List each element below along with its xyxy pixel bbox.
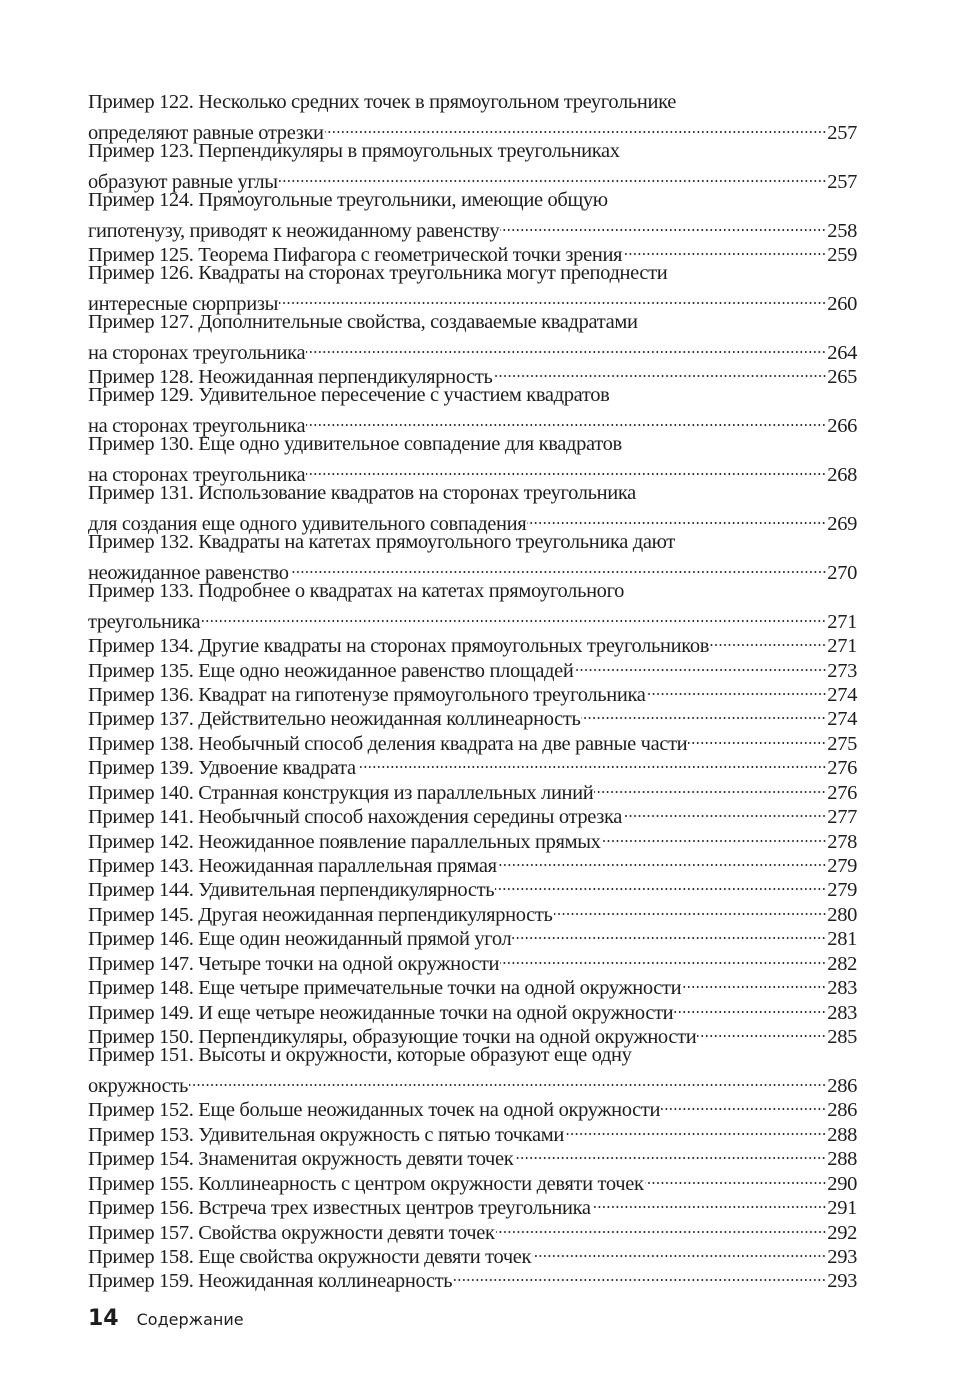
toc-entry[interactable] <box>88 432 857 486</box>
toc-entry[interactable] <box>88 1043 857 1097</box>
dot-leader <box>661 1092 826 1116</box>
toc-entry-page-number: 266 <box>827 415 857 438</box>
dot-leader <box>623 799 826 823</box>
toc-entry-page-number: 276 <box>827 757 857 780</box>
dot-leader <box>279 163 827 187</box>
dot-leader <box>494 359 827 383</box>
toc-entry-line <box>88 90 857 114</box>
toc-entry-last-line <box>88 603 857 633</box>
toc-entry-title: Пример 159. Неожиданная коллинеарность <box>88 1270 453 1293</box>
toc-entry-title: Пример 150. Перпендикуляры, образующие точки на одной окружности <box>88 1026 697 1049</box>
toc-entry-title: для создания еще одного удивительного совпадения <box>88 512 527 535</box>
toc-entry-title: Пример 154. Знаменитая окружность девяти точек <box>88 1148 514 1171</box>
toc-entry-last-line <box>88 628 857 658</box>
toc-entry-line <box>88 188 857 212</box>
toc-entry-last-line <box>88 334 857 364</box>
toc-entry-page-number: 277 <box>827 806 857 829</box>
dot-leader <box>498 848 827 872</box>
toc-entry-title: Пример 149. И еще четыре неожиданные точки на одной окружности <box>88 1001 674 1024</box>
toc-entry-title: Пример 125. Теорема Пифагора с геометрической точки зрения <box>88 244 623 267</box>
toc-entry-page-number: 290 <box>827 1172 857 1195</box>
toc-entry-last-line <box>88 212 857 242</box>
dot-leader <box>453 1263 826 1287</box>
toc-entry-title: Пример 141. Необычный способ нахождения середины отрезка <box>88 806 623 829</box>
toc-entry-title: Пример 122. Несколько средних точек в прямоугольном треугольнике <box>88 91 676 113</box>
toc-entry[interactable] <box>88 1092 857 1122</box>
dot-leader <box>527 505 826 529</box>
toc-entry-page-number: 288 <box>827 1148 857 1171</box>
toc-entry-title: на сторонах треугольника <box>88 464 306 486</box>
toc-entry-page-number: 286 <box>827 1074 857 1097</box>
toc-entry-last-line <box>88 163 857 193</box>
toc-entry-page-number: 293 <box>827 1270 857 1293</box>
toc-entry-title: Пример 139. Удвоение квадрата <box>88 757 356 780</box>
toc-entry-line <box>88 383 857 407</box>
dot-leader <box>647 677 827 701</box>
toc-entry-title: Пример 155. Коллинеарность с центром окружности девяти точек <box>88 1172 644 1195</box>
toc-entry-line <box>88 139 857 163</box>
table-of-contents <box>88 90 857 1293</box>
dot-leader <box>306 334 826 358</box>
toc-entry-page-number: 293 <box>827 1246 857 1268</box>
toc-entry-title: Пример 133. Подробнее о квадратах на катетах прямоугольного <box>88 579 625 602</box>
toc-entry-page-number: 271 <box>827 610 857 633</box>
toc-entry-line <box>88 1043 857 1067</box>
toc-entry-page-number: 282 <box>827 952 857 975</box>
dot-leader <box>306 408 826 432</box>
dot-leader <box>290 554 827 578</box>
toc-entry-title: Пример 156. Встреча трех известных центров треугольника <box>88 1197 591 1220</box>
toc-entry[interactable] <box>88 530 857 584</box>
toc-entry-page-number: 257 <box>827 121 857 144</box>
toc-entry-title: окружность <box>88 1074 188 1097</box>
toc-entry-page-number: 264 <box>827 341 857 364</box>
dot-leader <box>594 774 826 798</box>
dot-leader <box>189 1068 826 1092</box>
toc-entry-title: Пример 135. Еще одно неожиданное равенство площадей <box>88 659 574 682</box>
toc-entry-last-line <box>88 457 857 486</box>
toc-entry-last-line <box>88 286 857 315</box>
running-head: Содержание <box>136 1310 244 1329</box>
dot-leader <box>325 114 827 138</box>
toc-entry-page-number: 283 <box>827 977 857 1000</box>
toc-entry-title: Пример 134. Другие квадраты на сторонах прямоугольных треугольников <box>88 635 710 658</box>
toc-entry-title: интересные сюрпризы <box>88 292 279 315</box>
dot-leader <box>682 970 826 994</box>
toc-entry-title: образуют равные углы <box>88 170 278 193</box>
dot-leader <box>592 1190 827 1214</box>
toc-entry-title: на сторонах треугольника <box>88 341 306 364</box>
toc-entry-title: Пример 136. Квадрат на гипотенузе прямоугольного треугольника <box>88 683 646 706</box>
toc-entry-title: Пример 124. Прямоугольные треугольники, имеющие общую <box>88 188 608 211</box>
toc-entry-page-number: 292 <box>827 1221 857 1244</box>
dot-leader <box>279 286 826 310</box>
dot-leader <box>532 1239 826 1263</box>
toc-entry-title: Пример 129. Удивительное пересечение с участием квадратов <box>88 384 610 407</box>
toc-entry-last-line <box>88 505 857 535</box>
toc-entry-line <box>88 310 857 334</box>
toc-entry-line <box>88 432 857 456</box>
dot-leader <box>512 921 826 945</box>
toc-entry-title: гипотенузу, приводят к неожиданному равенству <box>88 219 500 242</box>
toc-entry-last-line <box>88 408 857 438</box>
dot-leader <box>565 1116 826 1140</box>
toc-entry[interactable] <box>88 261 857 315</box>
toc-entry-title: на сторонах треугольника <box>88 415 306 438</box>
toc-entry-title: Пример 148. Еще четыре примечательные точки на одной окружности <box>88 977 682 1000</box>
toc-entry-last-line <box>88 1068 857 1097</box>
toc-entry[interactable] <box>88 188 857 242</box>
toc-entry-page-number: 276 <box>827 781 857 804</box>
toc-entry-line <box>88 579 857 603</box>
toc-entry-page-number: 285 <box>827 1026 857 1049</box>
toc-entry-page-number: 259 <box>827 244 857 267</box>
toc-entry-title: Пример 157. Свойства окружности девяти точек <box>88 1221 495 1244</box>
toc-entry-title: Пример 151. Высоты и окружности, которые образуют еще одну <box>88 1044 632 1067</box>
toc-entry-title: Пример 130. Еще одно удивительное совпадение для квадратов <box>88 433 622 456</box>
dot-leader <box>575 652 827 676</box>
dot-leader <box>500 212 826 236</box>
toc-entry[interactable] <box>88 310 857 364</box>
toc-entry[interactable] <box>88 628 857 658</box>
toc-entry[interactable] <box>88 90 857 144</box>
toc-entry-last-line <box>88 1092 857 1122</box>
toc-entry-title: Пример 138. Необычный способ деления квадрата на две равные части <box>88 732 688 755</box>
toc-entry-page-number: 269 <box>827 512 857 535</box>
toc-entry[interactable] <box>88 383 857 438</box>
toc-entry-title: Пример 146. Еще один неожиданный прямой угол <box>88 928 512 951</box>
dot-leader <box>554 896 827 920</box>
toc-entry-title: Пример 145. Другая неожиданная перпендикулярность <box>88 903 553 926</box>
toc-entry-page-number: 271 <box>827 635 857 658</box>
toc-entry-title: Пример 143. Неожиданная параллельная прямая <box>88 855 497 877</box>
toc-entry-last-line <box>88 554 857 584</box>
toc-entry-title: Пример 132. Квадраты на катетах прямоугольного треугольника дают <box>88 530 675 553</box>
toc-entry-title: определяют равные отрезки <box>88 121 324 144</box>
toc-entry-title: Пример 140. Странная конструкция из параллельных линий <box>88 781 594 804</box>
page-footer <box>88 1306 244 1331</box>
dot-leader <box>688 725 826 749</box>
toc-entry-page-number: 281 <box>827 928 857 951</box>
toc-entry-title: Пример 126. Квадраты на сторонах треугольника могут преподнести <box>88 262 668 285</box>
dot-leader <box>201 603 826 627</box>
toc-entry-last-line <box>88 114 857 144</box>
dot-leader <box>602 823 827 847</box>
toc-entry-title: Пример 153. Удивительная окружность с пятью точками <box>88 1123 564 1146</box>
toc-entry-title: Пример 123. Перпендикуляры в прямоугольных треугольниках <box>88 139 620 162</box>
toc-entry-page-number: 260 <box>827 292 857 315</box>
toc-entry-page-number: 273 <box>827 659 857 682</box>
toc-entry-page-number: 283 <box>827 1001 857 1024</box>
dot-leader <box>357 750 827 774</box>
toc-entry-line <box>88 261 857 285</box>
toc-entry-page-number: 291 <box>827 1197 857 1220</box>
toc-entry-page-number: 274 <box>827 708 857 731</box>
toc-entry-page-number: 280 <box>827 903 857 926</box>
toc-entry-page-number: 258 <box>827 219 857 242</box>
toc-entry-title: Пример 158. Еще свойства окружности девяти точек <box>88 1246 532 1268</box>
dot-leader <box>306 457 826 481</box>
page-number: 14 <box>88 1306 119 1331</box>
dot-leader <box>697 1019 826 1043</box>
toc-entry-title: треугольника <box>88 610 201 633</box>
toc-entry-page-number: 286 <box>827 1099 857 1122</box>
dot-leader <box>500 945 826 969</box>
toc-entry-page-number: 279 <box>827 879 857 902</box>
dot-leader <box>514 1141 826 1165</box>
toc-entry-title: Пример 127. Дополнительные свойства, создаваемые квадратами <box>88 310 638 333</box>
dot-leader <box>581 701 826 725</box>
toc-entry-title: Пример 142. Неожиданное появление параллельных прямых <box>88 830 601 853</box>
toc-entry-page-number: 274 <box>827 683 857 706</box>
toc-entry-title: неожиданное равенство <box>88 561 289 584</box>
toc-entry-page-number: 288 <box>827 1123 857 1146</box>
toc-entry-page-number: 278 <box>827 830 857 853</box>
toc-entry[interactable] <box>88 139 857 193</box>
dot-leader <box>710 628 826 652</box>
toc-entry[interactable] <box>88 481 857 535</box>
toc-entry-page-number: 275 <box>827 732 857 755</box>
toc-entry-page-number: 257 <box>827 170 857 193</box>
toc-entry-title: Пример 152. Еще больше неожиданных точек на одной окружности <box>88 1099 661 1122</box>
dot-leader <box>623 237 826 261</box>
toc-entry-page-number: 268 <box>827 464 857 486</box>
toc-entry-title: Пример 137. Действительно неожиданная коллинеарность <box>88 708 581 731</box>
toc-entry-title: Пример 131. Использование квадратов на сторонах треугольника <box>88 482 636 504</box>
dot-leader <box>495 872 826 896</box>
dot-leader <box>645 1165 827 1189</box>
toc-entry-line <box>88 530 857 554</box>
toc-entry-page-number: 279 <box>827 855 857 877</box>
toc-entry-page-number: 265 <box>827 366 857 389</box>
toc-entry-title: Пример 128. Неожиданная перпендикулярность <box>88 366 493 389</box>
toc-entry-title: Пример 144. Удивительная перпендикулярность <box>88 879 495 902</box>
dot-leader <box>674 994 826 1018</box>
toc-entry-page-number: 270 <box>827 561 857 584</box>
toc-entry-title: Пример 147. Четыре точки на одной окружности <box>88 952 500 975</box>
toc-entry-line <box>88 481 857 505</box>
dot-leader <box>496 1214 827 1238</box>
toc-entry[interactable] <box>88 579 857 633</box>
